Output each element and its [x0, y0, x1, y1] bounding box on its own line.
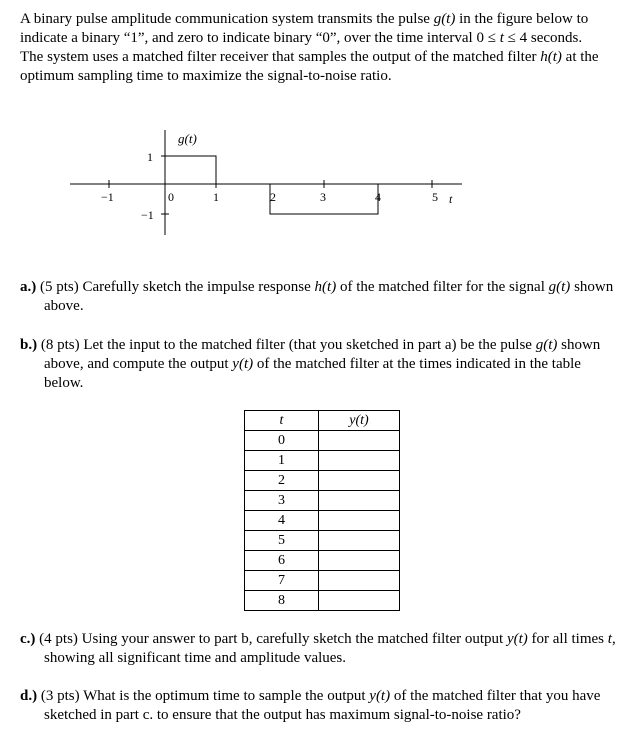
problem-intro: A binary pulse amplitude communication system transmits the pulse g(t) in the figure below to indicate a binary “1”, and zero to indicate binary “0”, over the time interval 0 ≤ t ≤ 4 seconds. The system uses a matched filter receiver that samples the output of the matched filter h(t) at the optimum sampling time to maximize the signal-to-noise ratio.: [20, 11, 599, 84]
header-t: t: [245, 411, 319, 431]
y-tick-1: 1: [147, 150, 153, 164]
question-d: d.) (3 pts) What is the optimum time to sample the output y(t) of the matched filter that you have sketched in part c. to ensure that the output has maximum signal-to-noise ratio?: [20, 688, 601, 723]
axis-var-t: t: [449, 192, 453, 206]
x-tick-2: 2: [270, 190, 276, 204]
x-tick-3: 3: [320, 190, 326, 204]
x-tick-1: 1: [213, 190, 219, 204]
table-header-row: [245, 411, 400, 431]
table-row: 2: [245, 471, 400, 491]
question-c: c.) (4 pts) Using your answer to part b, carefully sketch the matched filter output y(t) for all times t, showing all significant time and amplitude values.: [20, 631, 616, 666]
table-row: 8: [245, 591, 400, 611]
g-symbol: g(t): [433, 11, 456, 27]
table-row: 4: [245, 511, 400, 531]
table-row: 6: [245, 551, 400, 571]
answer-cell[interactable]: [319, 551, 400, 571]
x-tick-4: 4: [375, 190, 381, 204]
answer-cell[interactable]: [319, 451, 400, 471]
answer-cell[interactable]: [319, 471, 400, 491]
answer-cell[interactable]: [319, 591, 400, 611]
answer-cell[interactable]: [319, 491, 400, 511]
x-tick-5: 5: [432, 190, 438, 204]
x-tick-neg1: −1: [101, 190, 114, 204]
h-symbol: h(t): [540, 49, 562, 65]
x-tick-0: 0: [168, 190, 174, 204]
table-row: 1: [245, 451, 400, 471]
question-b: b.) (8 pts) Let the input to the matched filter (that you sketched in part a) be the pulse g(t) shown above, and compute the output y(t) of the matched filter at the times indicated in the table below.: [20, 337, 601, 391]
pulse-figure: [0, 120, 620, 235]
func-label: g(t): [178, 131, 197, 146]
table-row: 0: [245, 431, 400, 451]
answer-cell[interactable]: [319, 431, 400, 451]
question-a: a.) (5 pts) Carefully sketch the impulse response h(t) of the matched filter for the signal g(t) shown above.: [20, 279, 614, 314]
answer-cell[interactable]: [319, 571, 400, 591]
answer-cell[interactable]: [319, 531, 400, 551]
table-row: 5: [245, 531, 400, 551]
header-yt: y(t): [319, 411, 400, 431]
pulse-positive: [165, 156, 216, 184]
answer-cell[interactable]: [319, 511, 400, 531]
table-row: 3: [245, 491, 400, 511]
t-symbol: t: [499, 30, 504, 46]
output-table: [244, 410, 400, 611]
y-tick-neg1: −1: [141, 208, 154, 222]
table-row: 7: [245, 571, 400, 591]
